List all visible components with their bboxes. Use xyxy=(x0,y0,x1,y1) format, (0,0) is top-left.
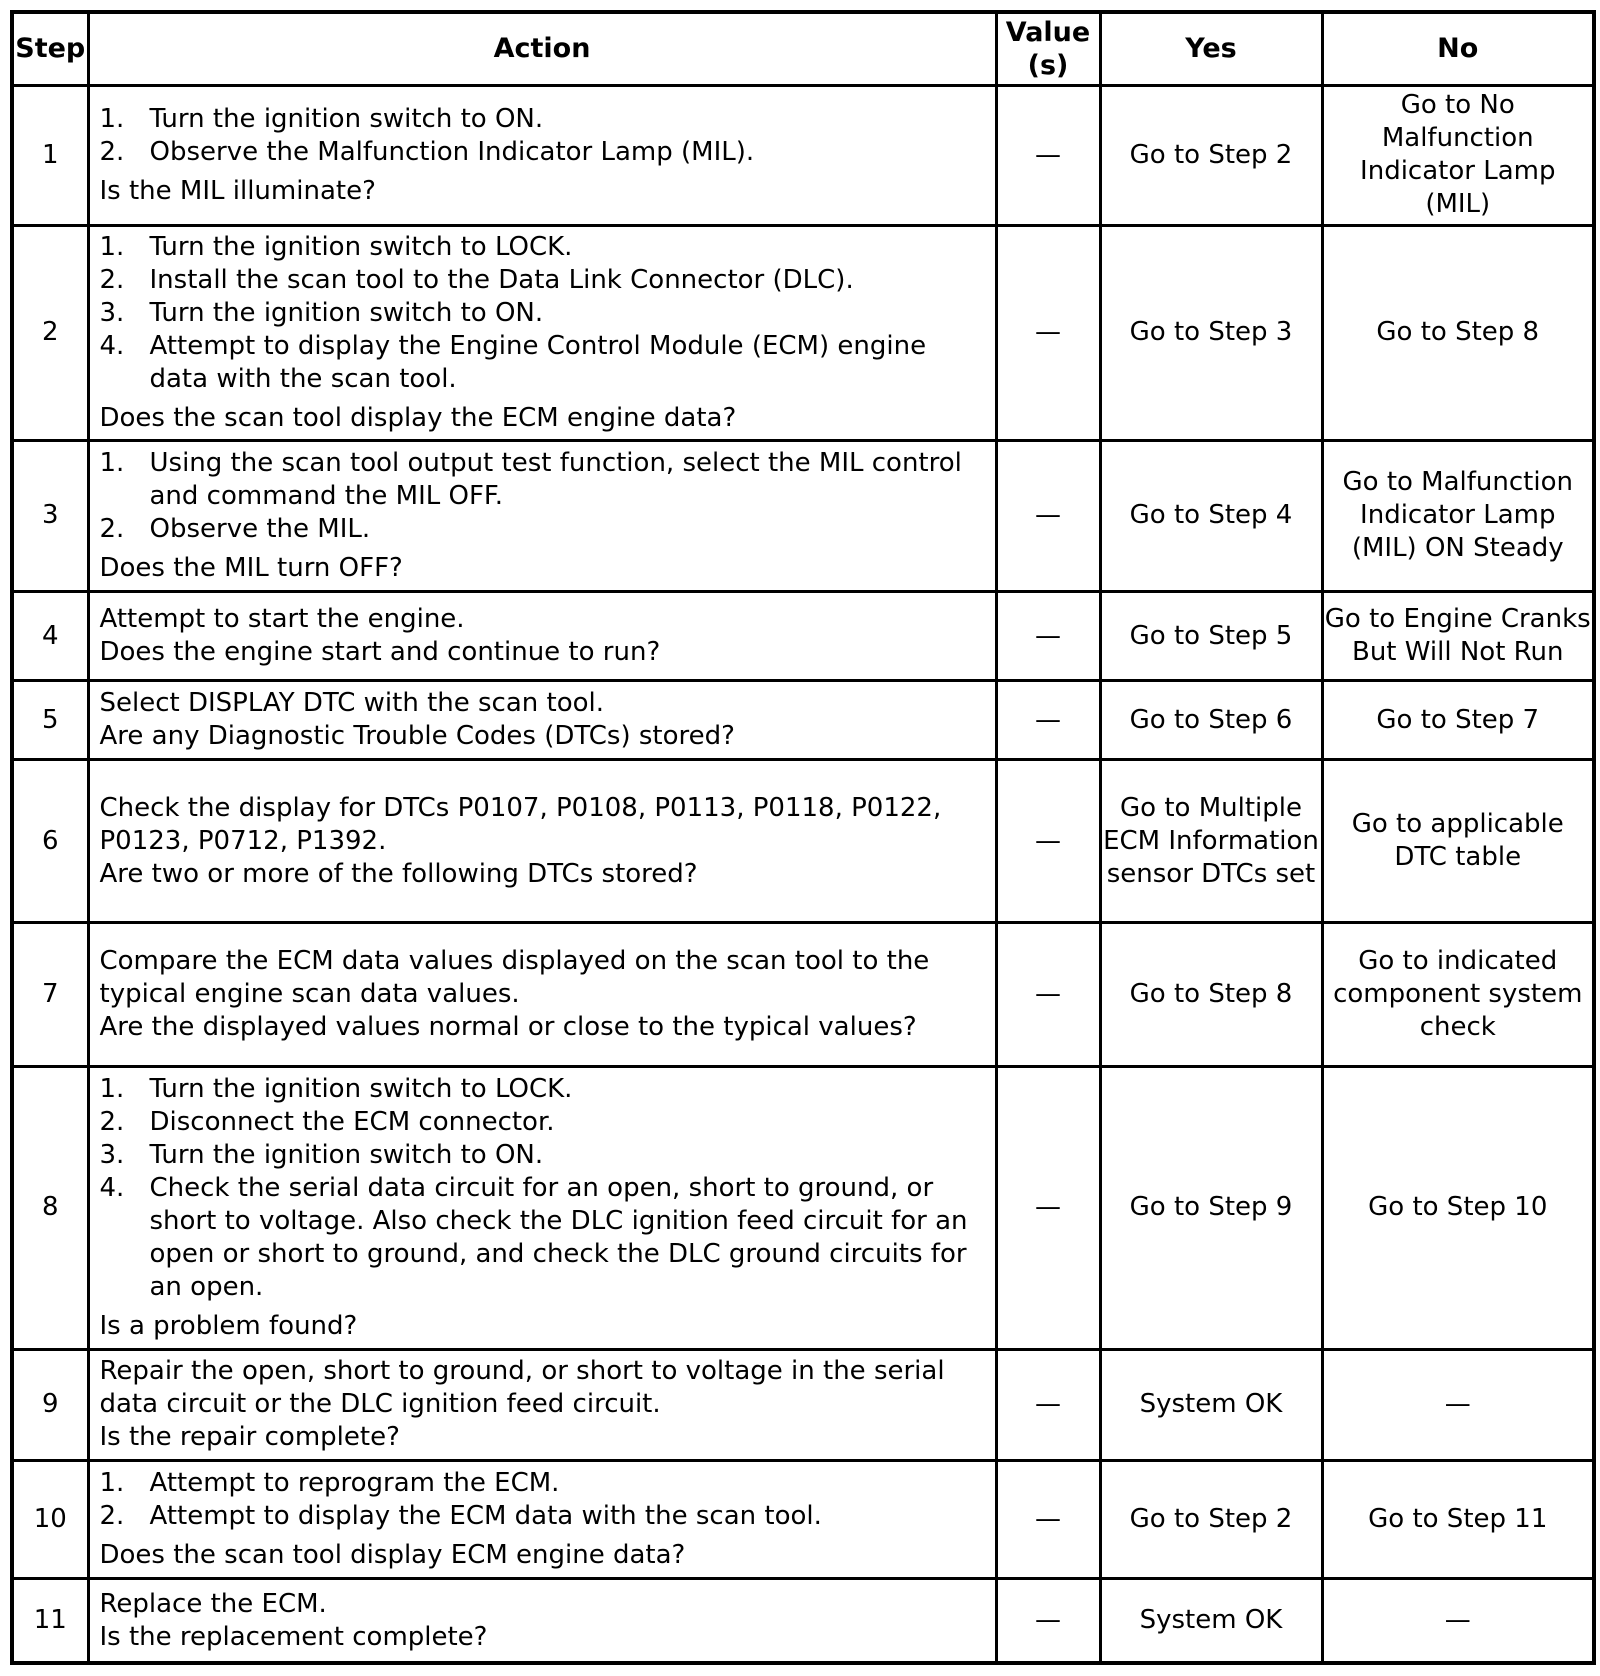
action-step-number: 2. xyxy=(99,513,125,544)
table-row xyxy=(12,1461,1594,1579)
table-row xyxy=(12,85,1594,225)
action-step xyxy=(100,1172,985,1304)
value-cell: — xyxy=(996,85,1100,225)
action-question: Is the MIL illuminate? xyxy=(99,175,376,206)
action-question: Does the scan tool display the ECM engine data? xyxy=(99,402,737,433)
action-line: Compare the ECM data values displayed on the scan tool to the typical engine scan data values. xyxy=(99,945,930,1009)
action-step-text: Turn the ignition switch to ON. xyxy=(149,1139,544,1170)
no-outcome: Go to Step 7 xyxy=(1322,681,1594,760)
action-cell xyxy=(88,440,996,592)
action-step-number: 3. xyxy=(99,1139,125,1170)
action-step-number: 1. xyxy=(99,447,125,478)
action-step-text: Using the scan tool output test function, select the MIL control and command the MIL OFF. xyxy=(149,447,962,511)
action-step-text: Turn the ignition switch to LOCK. xyxy=(149,231,573,262)
table-row xyxy=(12,592,1594,681)
table-row xyxy=(12,225,1594,440)
action-line: Attempt to start the engine. xyxy=(99,604,465,635)
table-row xyxy=(12,1066,1594,1349)
table-header xyxy=(12,12,1594,85)
value-cell: — xyxy=(996,592,1100,681)
action-cell xyxy=(88,1349,996,1460)
no-outcome: Go to indicated component system check xyxy=(1322,923,1594,1066)
header-row xyxy=(12,12,1594,85)
no-outcome: Go to Malfunction Indicator Lamp (MIL) ON Steady xyxy=(1322,440,1594,592)
action-cell xyxy=(88,1066,996,1349)
value-cell: — xyxy=(996,1579,1100,1663)
action-steps-list xyxy=(100,447,985,546)
no-outcome: Go to applicable DTC table xyxy=(1322,760,1594,923)
action-step xyxy=(100,103,985,136)
action-step-number: 4. xyxy=(99,330,125,361)
value-cell: — xyxy=(996,760,1100,923)
action-step-text: Observe the MIL. xyxy=(149,513,371,544)
yes-outcome: System OK xyxy=(1100,1579,1322,1663)
table-row xyxy=(12,1349,1594,1460)
header-yes: Yes xyxy=(1100,12,1322,85)
action-cell xyxy=(88,85,996,225)
no-outcome: Go to Step 8 xyxy=(1322,225,1594,440)
action-step-number: 1. xyxy=(99,1468,125,1499)
action-step xyxy=(100,264,985,297)
step-number: 8 xyxy=(12,1066,88,1349)
yes-outcome: Go to Step 4 xyxy=(1100,440,1322,592)
action-step xyxy=(100,231,985,264)
action-cell xyxy=(88,1461,996,1579)
yes-outcome: Go to Step 8 xyxy=(1100,923,1322,1066)
yes-outcome: Go to Step 3 xyxy=(1100,225,1322,440)
yes-outcome: System OK xyxy=(1100,1349,1322,1460)
action-step-number: 4. xyxy=(99,1172,125,1203)
step-number: 2 xyxy=(12,225,88,440)
action-step-text: Attempt to reprogram the ECM. xyxy=(149,1468,560,1499)
yes-outcome: Go to Multiple ECM Information sensor DTCs set xyxy=(1100,760,1322,923)
step-number: 5 xyxy=(12,681,88,760)
action-step-number: 2. xyxy=(99,264,125,295)
value-cell: — xyxy=(996,923,1100,1066)
action-step-text: Check the serial data circuit for an open, short to ground, or short to voltage. Also check the DLC ignition feed circuit for an open or short to ground, and check the DLC ground circuits for an open. xyxy=(149,1172,968,1302)
step-number: 9 xyxy=(12,1349,88,1460)
yes-outcome: Go to Step 2 xyxy=(1100,1461,1322,1579)
value-cell: — xyxy=(996,681,1100,760)
action-step-text: Turn the ignition switch to ON. xyxy=(149,297,544,328)
table-row xyxy=(12,923,1594,1066)
step-number: 7 xyxy=(12,923,88,1066)
action-step xyxy=(100,136,985,169)
action-step xyxy=(100,1500,985,1533)
step-number: 4 xyxy=(12,592,88,681)
action-steps-list xyxy=(100,103,985,169)
yes-outcome: Go to Step 9 xyxy=(1100,1066,1322,1349)
action-step xyxy=(100,1073,985,1106)
value-cell: — xyxy=(996,1066,1100,1349)
action-line: Are the displayed values normal or close to the typical values? xyxy=(99,1011,917,1042)
action-step-text: Attempt to display the Engine Control Module (ECM) engine data with the scan tool. xyxy=(149,330,927,394)
action-cell xyxy=(88,760,996,923)
action-cell xyxy=(88,681,996,760)
action-step-number: 1. xyxy=(99,1073,125,1104)
yes-outcome: Go to Step 2 xyxy=(1100,85,1322,225)
action-question: Does the scan tool display ECM engine data? xyxy=(99,1540,686,1571)
action-step xyxy=(100,297,985,330)
step-number: 6 xyxy=(12,760,88,923)
action-step xyxy=(100,330,985,396)
table-row xyxy=(12,681,1594,760)
action-steps-list xyxy=(100,1467,985,1533)
action-step-number: 2. xyxy=(99,1501,125,1532)
table-row xyxy=(12,760,1594,923)
value-cell: — xyxy=(996,1349,1100,1460)
action-cell xyxy=(88,923,996,1066)
action-line: Select DISPLAY DTC with the scan tool. xyxy=(99,688,605,719)
diagnostic-table xyxy=(10,10,1596,1665)
action-step-number: 3. xyxy=(99,297,125,328)
action-step xyxy=(100,447,985,513)
table-row xyxy=(12,1579,1594,1663)
action-step xyxy=(100,1106,985,1139)
action-line: Is the repair complete? xyxy=(99,1422,400,1453)
action-cell xyxy=(88,225,996,440)
action-step-number: 1. xyxy=(99,231,125,262)
no-outcome: Go to No Malfunction Indicator Lamp (MIL) xyxy=(1322,85,1594,225)
table-row xyxy=(12,440,1594,592)
header-no: No xyxy=(1322,12,1594,85)
action-question: Does the MIL turn OFF? xyxy=(99,552,403,583)
value-cell: — xyxy=(996,1461,1100,1579)
action-question: Is a problem found? xyxy=(99,1310,358,1341)
yes-outcome: Go to Step 5 xyxy=(1100,592,1322,681)
action-line: Is the replacement complete? xyxy=(99,1621,488,1652)
action-step xyxy=(100,513,985,546)
action-step-text: Install the scan tool to the Data Link Connector (DLC). xyxy=(149,264,854,295)
action-line: Replace the ECM. xyxy=(99,1588,327,1619)
action-step xyxy=(100,1467,985,1500)
step-number: 10 xyxy=(12,1461,88,1579)
action-step-text: Attempt to display the ECM data with the scan tool. xyxy=(149,1501,822,1532)
no-outcome: — xyxy=(1322,1349,1594,1460)
no-outcome: Go to Engine Cranks But Will Not Run xyxy=(1322,592,1594,681)
action-line: Does the engine start and continue to run? xyxy=(99,637,661,668)
action-step-text: Turn the ignition switch to LOCK. xyxy=(149,1073,573,1104)
action-cell xyxy=(88,592,996,681)
no-outcome: — xyxy=(1322,1579,1594,1663)
action-steps-list xyxy=(100,1073,985,1304)
action-step-text: Turn the ignition switch to ON. xyxy=(149,103,544,134)
no-outcome: Go to Step 10 xyxy=(1322,1066,1594,1349)
header-step: Step xyxy=(12,12,88,85)
step-number: 3 xyxy=(12,440,88,592)
action-line: Repair the open, short to ground, or short to voltage in the serial data circuit or the DLC ignition feed circuit. xyxy=(99,1356,945,1420)
action-step-number: 2. xyxy=(99,136,125,167)
action-step-number: 1. xyxy=(99,103,125,134)
header-action: Action xyxy=(88,12,996,85)
step-number: 1 xyxy=(12,85,88,225)
action-line: Are any Diagnostic Trouble Codes (DTCs) stored? xyxy=(99,721,735,752)
yes-outcome: Go to Step 6 xyxy=(1100,681,1322,760)
action-step-text: Observe the Malfunction Indicator Lamp (MIL). xyxy=(149,136,755,167)
action-step-text: Disconnect the ECM connector. xyxy=(149,1106,555,1137)
no-outcome: Go to Step 11 xyxy=(1322,1461,1594,1579)
action-steps-list xyxy=(100,231,985,396)
value-cell: — xyxy=(996,440,1100,592)
step-number: 11 xyxy=(12,1579,88,1663)
action-line: Check the display for DTCs P0107, P0108, P0113, P0118, P0122, P0123, P0712, P1392. xyxy=(99,792,942,856)
action-step-number: 2. xyxy=(99,1106,125,1137)
action-cell xyxy=(88,1579,996,1663)
header-value: Value (s) xyxy=(996,12,1100,85)
table-body xyxy=(12,85,1594,1663)
value-cell: — xyxy=(996,225,1100,440)
action-line: Are two or more of the following DTCs stored? xyxy=(99,858,698,889)
action-step xyxy=(100,1139,985,1172)
